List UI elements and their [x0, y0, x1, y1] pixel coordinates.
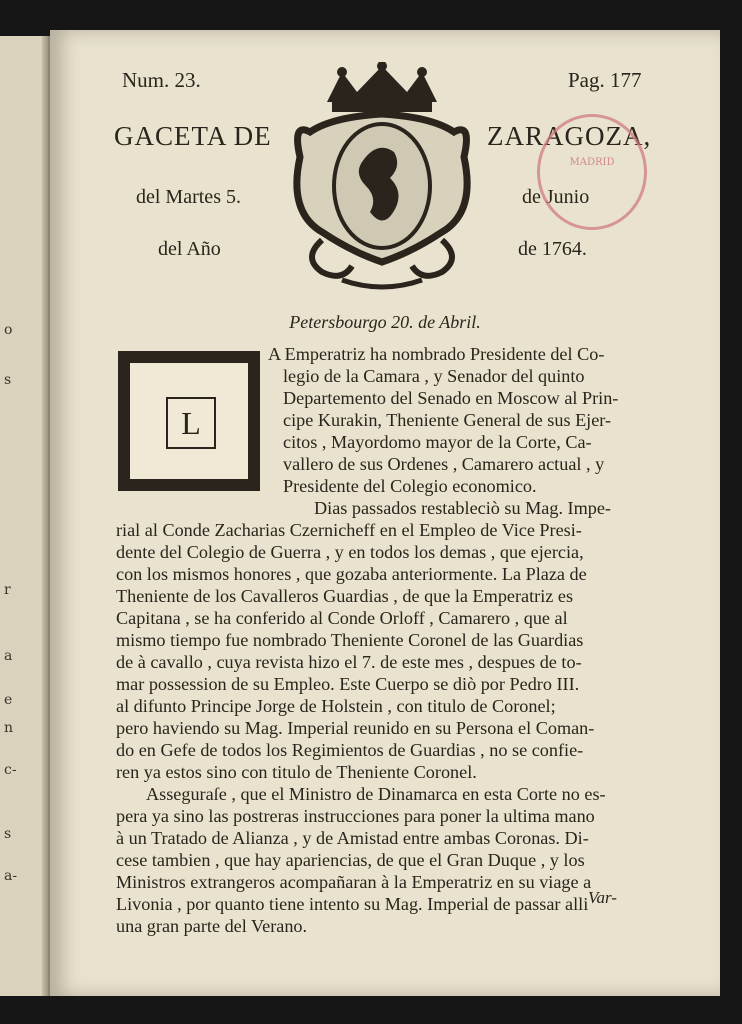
- text-line: cese tambien , que hay apariencias, de que el Gran Duque , y los: [116, 850, 585, 870]
- month: de Junio: [522, 186, 590, 208]
- catchword: Var-: [588, 888, 617, 907]
- drop-cap-ornament: [118, 351, 260, 491]
- left-fragment: o: [4, 322, 13, 338]
- text-line: Asseguraſe , que el Ministro de Dinamarca en esta Corte no es-: [146, 784, 606, 804]
- text-line: pero haviendo su Mag. Imperial reunido en su Persona el Coman-: [116, 718, 595, 738]
- gazette-page: [50, 30, 720, 996]
- text-line: al difunto Principe Jorge de Holstein , con titulo de Coronel;: [116, 696, 556, 716]
- text-line: Ministros extrangeros acompañaran à la Emperatriz en su viage a: [116, 872, 592, 892]
- title-right: ZARAGOZA,: [487, 121, 652, 151]
- left-fragment: e: [4, 692, 13, 708]
- left-fragment: c-: [4, 762, 17, 778]
- text-line: vallero de sus Ordenes , Camarero actual , y: [283, 454, 605, 474]
- text-line: ren ya estos sino con titulo de Theniente Coronel.: [116, 762, 477, 782]
- left-fragment: a-: [4, 868, 18, 884]
- left-fragment: r: [4, 582, 11, 598]
- text-line: do en Gefe de todos los Regimientos de Guardias , no se confie-: [116, 740, 584, 760]
- text-line: Capitana , se ha conferido al Conde Orloff , Camarero , que al: [116, 608, 568, 628]
- text-line: de à cavallo , cuya revista hizo el 7. de este mes , despues de to-: [116, 652, 582, 672]
- text-line: mar possession de su Empleo. Este Cuerpo se diò por Pedro III.: [116, 674, 580, 694]
- text-line: cipe Kurakin, Theniente General de sus Ejer-: [283, 410, 612, 430]
- left-fragment: a: [4, 648, 13, 664]
- text-line: pera ya sino las postreras instrucciones para poner la ultima mano: [116, 806, 595, 826]
- library-stamp: MADRID: [537, 114, 647, 230]
- dateline: Petersbourgo 20. de Abril.: [289, 312, 481, 332]
- drop-cap-letter: L: [166, 397, 216, 449]
- text-line: A Emperatriz ha nombrado Presidente del Co-: [268, 344, 605, 364]
- text-line: con los mismos honores , que gozaba anteriormente. La Plaza de: [116, 564, 587, 584]
- text-line: dente del Colegio de Guerra , y en todos los demas , que ejercia,: [116, 542, 584, 562]
- left-fragment: n: [4, 720, 14, 736]
- left-page-edge: [0, 36, 50, 996]
- text-line: Dias passados restableciò su Mag. Impe-: [314, 498, 611, 518]
- text-line: mismo tiempo fue nombrado Theniente Coronel de las Guardias: [116, 630, 584, 650]
- text-line: Departemento del Senado en Moscow al Prin-: [283, 388, 619, 408]
- text-line: rial al Conde Zacharias Czernicheff en el Empleo de Vice Presi-: [116, 520, 582, 540]
- issue-number: Num. 23.: [122, 68, 201, 92]
- coat-of-arms-icon: [282, 62, 482, 294]
- title-left: GACETA DE: [114, 121, 272, 151]
- year-value: de 1764.: [518, 238, 587, 260]
- left-fragment: s: [4, 372, 12, 388]
- text-line: Livonia , por quanto tiene intento su Mag. Imperial de passar alli: [116, 894, 589, 914]
- text-line: Theniente de los Cavalleros Guardias , de que la Emperatriz es: [116, 586, 574, 606]
- page-number: Pag. 177: [568, 68, 642, 92]
- text-line: legio de la Camara , y Senador del quinto: [283, 366, 585, 386]
- text-line: à un Tratado de Alianza , y de Amistad entre ambas Coronas. Di-: [116, 828, 589, 848]
- left-fragment: s: [4, 826, 12, 842]
- text-line: Presidente del Colegio economico.: [283, 476, 537, 496]
- weekday-date: del Martes 5.: [136, 186, 241, 208]
- year-label: del Año: [158, 238, 221, 260]
- text-line: citos , Mayordomo mayor de la Corte, Ca-: [283, 432, 592, 452]
- text-line: una gran parte del Verano.: [116, 916, 308, 936]
